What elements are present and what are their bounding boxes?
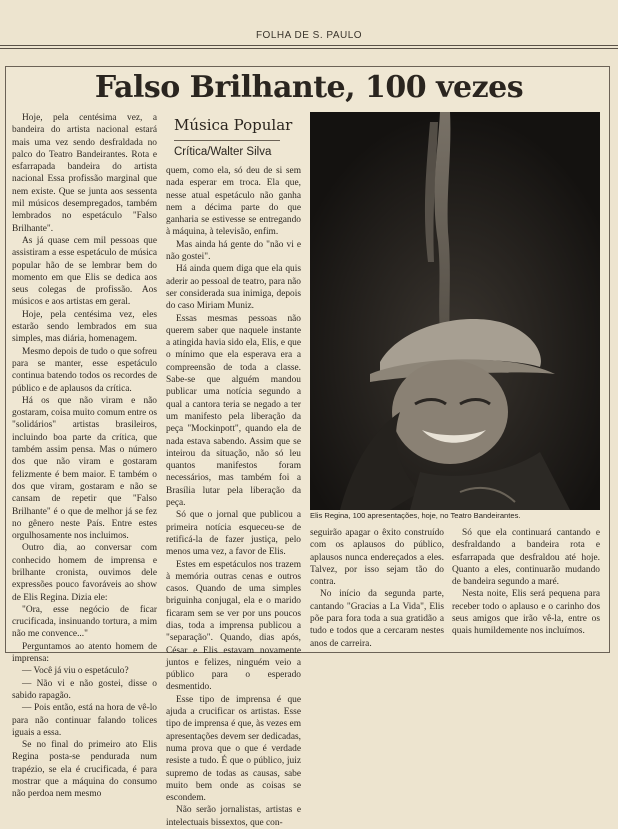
- newspaper-name: FOLHA DE S. PAULO: [255, 30, 363, 41]
- paragraph: Hoje, pela centésima vez, a bandeira do artista nacional estará mais uma vez sendo desfraldada no palco do Teatro Bandeirantes. Rota e esfarrapada bandeira do artista nacional Essa profissão marginal que nem existe. Que se junta aos sessenta mil músicos desempregados, também lembrados no espetáculo "Falso Brilhante".: [12, 113, 157, 234]
- section-rule: [174, 140, 280, 141]
- paragraph: Hoje, pela centésima vez, eles estarão sendo lembrados em sua simples, mas diária, homenagem.: [12, 309, 157, 345]
- paragraph: "Ora, esse negócio de ficar crucificada, insinuando tortura, a mim não me convence...": [12, 604, 157, 640]
- paragraph: — Pois então, está na hora de vê-lo para não continuar falando tolices iguais a essa.: [12, 703, 157, 738]
- text-column-4: [452, 527, 600, 657]
- paragraph: quem, como ela, só deu de si sem nada esperar em troca. Ela que, nesse atual espetáculo não ganha nem a décima parte do que ganharia se estivesse se entregando à máquina, à televisão, enfim.: [166, 166, 301, 238]
- paragraph: — Você já viu o espetáculo?: [22, 666, 129, 677]
- paragraph: — Não vi e não gostei, disse o sabido rapagão.: [12, 678, 157, 701]
- paragraph: Mas ainda há gente do "não vi e não gostei".: [166, 239, 301, 263]
- paragraph: Há ainda quem diga que ela quis aderir ao pessoal de teatro, para não ser considerada sua inimiga, depois do caso Miriam Muniz.: [166, 264, 301, 312]
- photo-caption: Elis Regina, 100 apresentações, hoje, no Teatro Bandeirantes.: [310, 511, 521, 520]
- paragraph: Essas mesmas pessoas não querem saber que naquele instante a atingida havia sido ela, Elis, e que o mínimo que ela esperava era a compreensão de toda a classe. Sabe-se que alguém mandou publicar uma notícia segundo a qual a cantora teria se negado a ter um manifesto pela liberação da peça "Mockinpott", quando ela de nada estava sabendo. Assim que se inteirou da situação, não só leu quantos manifestos foram necessários, mas também foi a Brasília lutar pela liberação da peça.: [166, 313, 301, 509]
- byline: Crítica/Walter Silva: [174, 146, 272, 158]
- paragraph: Outro dia, ao conversar com conhecido homem de imprensa e brilhante cronista, ouvimos dele expressões pouco favoráveis ao show de Elis Regina. Dizia ele:: [12, 543, 157, 603]
- paragraph: Só que ela continuará cantando e desfraldando a bandeira rota e esfarrapada que desfraldou até hoje. Quanto a eles, continuarão mudando de bandeira segundo a maré.: [452, 528, 600, 588]
- paragraph: Não serão jornalistas, artistas e intelectuais bissextos, que con-: [166, 805, 301, 828]
- paragraph: Se no final do primeiro ato Elis Regina posta-se pendurada num trapézio, se ela é crucificada, é para mostrar que a máquina do consumo não perdoa nem mesmo: [12, 740, 157, 800]
- masthead-rule-top: [0, 45, 618, 46]
- paragraph: As já quase cem mil pessoas que assistiram a esse espetáculo de música popular hão de se lembrar bem do momento em que Elis se dedica aos seus colegas de profissão. Aos músicos e aos artistas em geral.: [12, 235, 157, 308]
- paragraph: Mesmo depois de tudo o que sofreu para se manter, esse espetáculo continua batendo todos os recordes de público e de aplausos da crítica.: [12, 346, 157, 394]
- paragraph: Esse tipo de imprensa é que ajuda a crucificar os artistas. Esse tipo de imprensa é que, às vezes em apresentações devem ser dedicadas, numa prova que o que é verdade resiste a tudo. É que o público, juiz supremo de todas as causas, sabe muito bem onde as coisas se escondem.: [166, 694, 301, 804]
- paragraph: seguirão apagar o êxito construído com os aplausos do público, aplausos nunca endereçados a eles. Talvez, por isso sejam tão do contra.: [310, 528, 444, 588]
- section-label: Música Popular: [174, 116, 293, 134]
- paragraph: Estes em espetáculos nos trazem à memória outras cenas e outros casos. Quando de uma simples briguinha conjugal, ela e o marido ficaram sem se ver por uns poucos dias, toda a imprensa publicou a "separação". Quando, dias após, César e Elis estavam novamente juntos e felizes, ninguém veio a público para o esperado desmentido.: [166, 559, 301, 693]
- masthead: [0, 0, 618, 44]
- paragraph: Nesta noite, Elis será pequena para receber todo o aplauso e o carinho dos seus amigos que irão vê-la, entre os quais humildemente nos incluímos.: [452, 589, 600, 637]
- text-column-1: [12, 112, 157, 800]
- text-column-3: [310, 527, 444, 657]
- paragraph: No início da segunda parte, cantando "Gracias a La Vida", Elis põe para fora toda a sua gratidão a tudo e todos que a cercaram nestes anos de carreira.: [310, 589, 444, 649]
- text-column-2: [166, 165, 301, 828]
- photo-elis-regina: [310, 112, 600, 510]
- masthead-rule-bottom: [0, 48, 618, 49]
- paragraph: Perguntamos ao atento homem de imprensa:: [12, 641, 157, 665]
- headline: Falso Brilhante, 100 vezes: [94, 70, 524, 105]
- paragraph: Há os que não viram e não gostaram, coisa muito comum entre os "solidários" artistas brasileiros, incluindo boa parte da crítica, que também assim pensa. Mas o número dos que não viram e gostaram felizmente é bem maior. E também o dos que viram, gostaram e não se cansam de repetir que "Falso Brilhante" é o que de melhor já se fez no gênero neste País. Entre estes orgulhosamente nos incluimos.: [12, 395, 157, 542]
- paragraph: Só que o jornal que publicou a primeira notícia esqueceu-se de retificá-la de fazer justiça, pelo menos uma vez, a favor de Elis.: [166, 510, 301, 558]
- photo-image: [310, 112, 600, 510]
